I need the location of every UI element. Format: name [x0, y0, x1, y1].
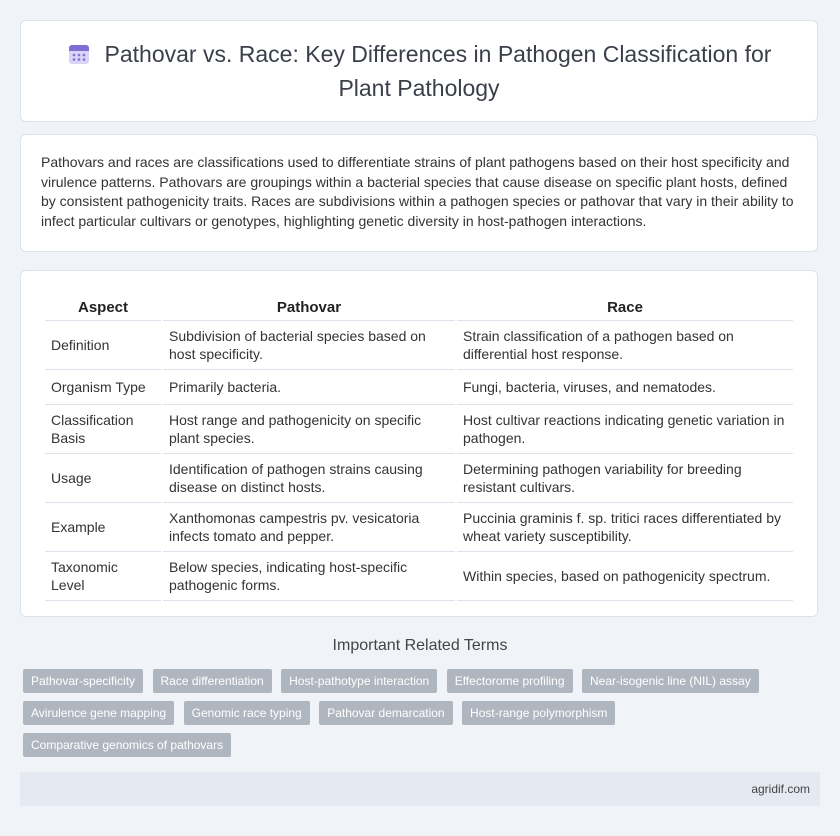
tag-effectorome-profiling[interactable]: Effectorome profiling [447, 669, 573, 693]
cell-pathovar: Host range and pathogenicity on specific plant species. [163, 405, 455, 454]
cell-race: Within species, based on pathogenicity spectrum. [457, 552, 793, 601]
table-row [45, 503, 793, 552]
header-card [20, 20, 818, 122]
tag-genomic-race-typing[interactable]: Genomic race typing [184, 701, 310, 725]
tag-nil-assay[interactable]: Near-isogenic line (NIL) assay [582, 669, 759, 693]
comparison-table [43, 293, 795, 601]
cell-race: Determining pathogen variability for breeding resistant cultivars. [457, 454, 793, 503]
cell-race: Host cultivar reactions indicating genetic variation in pathogen. [457, 405, 793, 454]
tag-host-range-polymorphism[interactable]: Host-range polymorphism [462, 701, 615, 725]
cell-aspect: Definition [45, 321, 161, 370]
tag-pathovar-specificity[interactable]: Pathovar-specificity [23, 669, 143, 693]
cell-aspect: Taxonomic Level [45, 552, 161, 601]
footer [20, 772, 820, 806]
tag-avirulence-gene-mapping[interactable]: Avirulence gene mapping [23, 701, 174, 725]
cell-race: Fungi, bacteria, viruses, and nematodes. [457, 370, 793, 405]
header-aspect: Aspect [45, 293, 161, 321]
calendar-icon [67, 42, 91, 73]
table-header-row [45, 293, 793, 321]
intro-card [20, 134, 818, 252]
cell-pathovar: Subdivision of bacterial species based on host specificity. [163, 321, 455, 370]
cell-race: Puccinia graminis f. sp. tritici races differentiated by wheat variety susceptibility. [457, 503, 793, 552]
tag-comparative-genomics[interactable]: Comparative genomics of pathovars [23, 733, 231, 757]
table-row [45, 552, 793, 601]
cell-aspect: Organism Type [45, 370, 161, 405]
cell-pathovar: Identification of pathogen strains causing disease on distinct hosts. [163, 454, 455, 503]
comparison-table-card [20, 270, 818, 617]
related-terms-title: Important Related Terms [332, 637, 508, 654]
cell-aspect: Classification Basis [45, 405, 161, 454]
page-title-text: Pathovar vs. Race: Key Differences in Pathogen Classification for Plant Pathology [104, 41, 772, 101]
table-row [45, 370, 793, 405]
header-race: Race [457, 293, 793, 321]
related-terms-tags [23, 669, 783, 765]
cell-race: Strain classification of a pathogen based on differential host response. [457, 321, 793, 370]
header-pathovar: Pathovar [163, 293, 455, 321]
cell-pathovar: Xanthomonas campestris pv. vesicatoria infects tomato and pepper. [163, 503, 455, 552]
table-row [45, 321, 793, 370]
cell-aspect: Usage [45, 454, 161, 503]
page-title [41, 39, 797, 103]
tag-race-differentiation[interactable]: Race differentiation [153, 669, 272, 693]
tag-pathovar-demarcation[interactable]: Pathovar demarcation [319, 701, 452, 725]
cell-aspect: Example [45, 503, 161, 552]
intro-paragraph: Pathovars and races are classifications used to differentiate strains of plant pathogens based on their host specificity and virulence patterns. Pathovars are groupings within a bacterial species that cause disease on specific plant hosts, defined by consistent pathogenicity traits. Races are subdivisions within a pathogen species or pathovar that vary in their ability to infect particular cultivars or genotypes, highlighting genetic diversity in host-pathogen interactions. [41, 154, 794, 229]
table-row [45, 405, 793, 454]
tag-host-pathotype-interaction[interactable]: Host-pathotype interaction [281, 669, 437, 693]
cell-pathovar: Below species, indicating host-specific pathogenic forms. [163, 552, 455, 601]
table-row [45, 454, 793, 503]
footer-site[interactable]: agridif.com [751, 782, 810, 796]
cell-pathovar: Primarily bacteria. [163, 370, 455, 405]
